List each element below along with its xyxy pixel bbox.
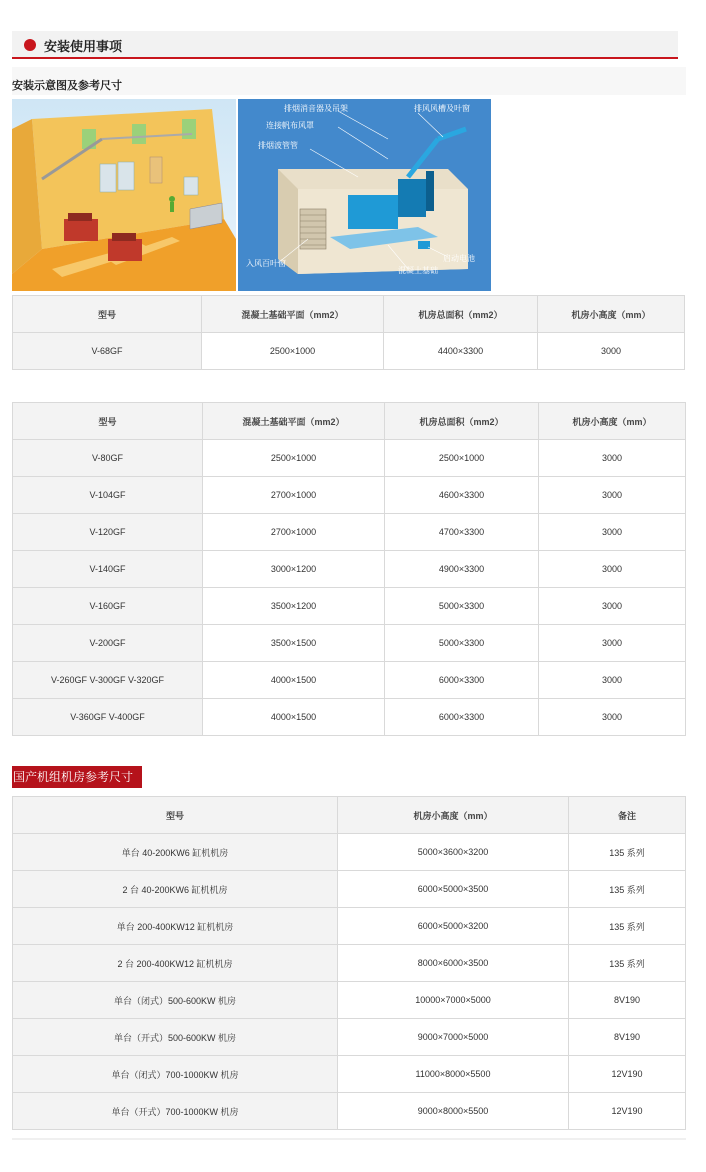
table-v68gf (12, 295, 685, 370)
table-cell: 8V190 (569, 982, 686, 1019)
label-intake-louver: 入风百叶窗 (246, 259, 286, 268)
table-cell: 9000×7000×5000 (338, 1019, 569, 1056)
table-cell: V-260GF V-300GF V-320GF (13, 662, 203, 699)
table-cell: 9000×8000×5500 (338, 1093, 569, 1130)
table-row (13, 908, 686, 945)
table-cell: V-160GF (13, 588, 203, 625)
table-cell: 2500×1000 (385, 440, 539, 477)
table-cell: 3000 (539, 699, 686, 736)
table-header-row (13, 403, 686, 440)
label-exhaust-duct: 排风风槽及叶窗 (414, 104, 470, 113)
table-cell: V-80GF (13, 440, 203, 477)
table-cell: 6000×3300 (385, 699, 539, 736)
table-cell: 单台（开式）500-600KW 机房 (13, 1019, 338, 1056)
table-cell: 3000 (539, 662, 686, 699)
table-cell: 2500×1000 (203, 440, 385, 477)
header-cell: 机房小高度（mm） (338, 797, 569, 834)
domestic-room-label: 国产机组机房参考尺寸 (12, 766, 142, 788)
generator-room-illustration (12, 99, 236, 291)
table-cell: 4900×3300 (385, 551, 539, 588)
table-cell: 6000×3300 (385, 662, 539, 699)
table-domestic-rooms (12, 796, 686, 1130)
table-cell: 单台（闭式）700-1000KW 机房 (13, 1056, 338, 1093)
table-cell: 135 系列 (569, 908, 686, 945)
header-cell: 型号 (13, 797, 338, 834)
label-canvas-hood: 连接帆布风罩 (266, 121, 314, 130)
table-row (13, 588, 686, 625)
table-row (13, 982, 686, 1019)
table-cell: 3500×1500 (203, 625, 385, 662)
table-cell: 3000 (539, 477, 686, 514)
table-cell: 10000×7000×5000 (338, 982, 569, 1019)
header-cell: 型号 (13, 403, 203, 440)
table-cell: V-200GF (13, 625, 203, 662)
table-cell: 11000×8000×5500 (338, 1056, 569, 1093)
table-cell: 3500×1200 (203, 588, 385, 625)
table-cell: 12V190 (569, 1093, 686, 1130)
table-cell: 12V190 (569, 1056, 686, 1093)
header-cell: 型号 (13, 296, 202, 333)
table-cell: 2 台 40-200KW6 缸机机房 (13, 871, 338, 908)
label-battery: 启动电池 (443, 254, 475, 263)
table-cell: V-104GF (13, 477, 203, 514)
table-cell: 6000×5000×3200 (338, 908, 569, 945)
header-cell: 机房总面积（mm2） (384, 296, 538, 333)
table-cell: 单台（闭式）500-600KW 机房 (13, 982, 338, 1019)
table-cell: 5000×3600×3200 (338, 834, 569, 871)
table-cell: V-140GF (13, 551, 203, 588)
header-cell: 机房总面积（mm2） (385, 403, 539, 440)
header-cell: 备注 (569, 797, 686, 834)
table-cell: 2700×1000 (203, 477, 385, 514)
table-row (13, 662, 686, 699)
table-cell: V-360GF V-400GF (13, 699, 203, 736)
table-row (13, 440, 686, 477)
header-cell: 机房小高度（mm） (538, 296, 685, 333)
bottom-divider (12, 1138, 686, 1140)
table-cell: 135 系列 (569, 871, 686, 908)
table-cell: 2 台 200-400KW12 缸机机房 (13, 945, 338, 982)
table-cell: 4000×1500 (203, 662, 385, 699)
table-cell: 3000 (539, 514, 686, 551)
table-cell: 3000 (539, 625, 686, 662)
section-title: 安装使用事项 (44, 39, 123, 54)
table-row (13, 871, 686, 908)
table-cell: 5000×3300 (385, 588, 539, 625)
table-row (13, 834, 686, 871)
table-cell: 135 系列 (569, 945, 686, 982)
header-cell: 混凝土基础平面（mm2） (202, 296, 384, 333)
table-row (13, 477, 686, 514)
label-foundation: 混凝土基础 (398, 266, 438, 275)
table-row (13, 1093, 686, 1130)
table-cell: 3000 (539, 588, 686, 625)
table-v-series (12, 402, 686, 736)
table-cell: 6000×5000×3500 (338, 871, 569, 908)
header-cell: 混凝土基础平面（mm2） (203, 403, 385, 440)
table-cell: 2700×1000 (203, 514, 385, 551)
table-row (13, 514, 686, 551)
table-row (13, 333, 685, 370)
installation-diagram (238, 99, 491, 291)
label-exhaust-silencer: 排烟消音器及吊架 (284, 104, 348, 113)
table-row (13, 1056, 686, 1093)
table-cell: 4000×1500 (203, 699, 385, 736)
table-header-row (13, 296, 685, 333)
section-header (12, 31, 678, 59)
table-cell: 4700×3300 (385, 514, 539, 551)
subsection-header (12, 67, 686, 95)
table-cell: 3000×1200 (203, 551, 385, 588)
bullet-dot-icon (24, 39, 36, 51)
table-cell: 2500×1000 (202, 333, 384, 370)
table-cell: 3000 (539, 551, 686, 588)
table-cell: 135 系列 (569, 834, 686, 871)
table-row (13, 1019, 686, 1056)
subsection-title: 安装示意图及参考尺寸 (12, 80, 122, 92)
table-row (13, 699, 686, 736)
table-cell: 单台 40-200KW6 缸机机房 (13, 834, 338, 871)
table-cell: 4400×3300 (384, 333, 538, 370)
table-cell: 4600×3300 (385, 477, 539, 514)
table-row (13, 551, 686, 588)
table-cell: 单台 200-400KW12 缸机机房 (13, 908, 338, 945)
header-cell: 机房小高度（mm） (539, 403, 686, 440)
table-cell: 8000×6000×3500 (338, 945, 569, 982)
table-row (13, 625, 686, 662)
table-cell: V-120GF (13, 514, 203, 551)
table-header-row (13, 797, 686, 834)
table-cell: 8V190 (569, 1019, 686, 1056)
table-cell: 单台（开式）700-1000KW 机房 (13, 1093, 338, 1130)
label-exhaust-pipe: 排烟波管管 (258, 141, 298, 150)
table-row (13, 945, 686, 982)
table-cell: 3000 (539, 440, 686, 477)
table-cell: V-68GF (13, 333, 202, 370)
table-cell: 5000×3300 (385, 625, 539, 662)
table-cell: 3000 (538, 333, 685, 370)
